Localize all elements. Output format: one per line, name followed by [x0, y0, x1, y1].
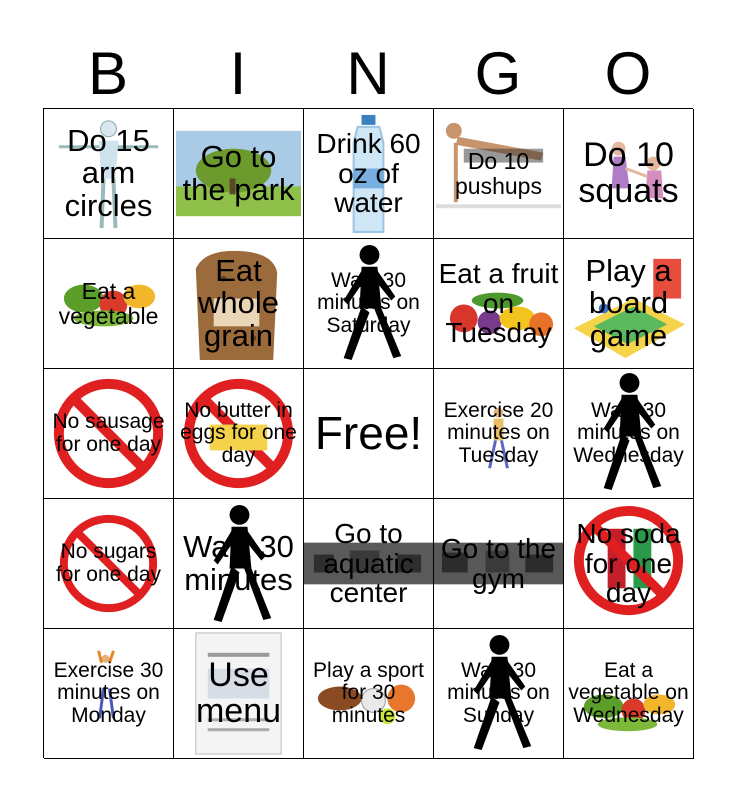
- bingo-cell[interactable]: [304, 629, 434, 759]
- bingo-cell[interactable]: [434, 369, 564, 499]
- cell-label: Do 15 arm circles: [64, 122, 153, 223]
- cell-label: Exercise 30 minutes on Monday: [53, 659, 164, 727]
- cell-label: Walk 30 minutes on Sunday: [447, 659, 550, 727]
- bingo-cell[interactable]: [44, 109, 174, 239]
- header-letter-i: I: [229, 40, 247, 107]
- free-space-label: Free!: [314, 407, 423, 460]
- bingo-cell[interactable]: [564, 629, 694, 759]
- cell-label: No soda for one day: [576, 518, 681, 609]
- cell-label: Eat a fruit on Tuesday: [438, 258, 559, 349]
- cell-label: Drink 60 oz of water: [316, 128, 421, 219]
- bingo-grid: [43, 108, 693, 758]
- bingo-cell[interactable]: [44, 239, 174, 369]
- header-letter-n: N: [346, 40, 390, 107]
- free-space-cell[interactable]: [304, 369, 434, 499]
- cell-label: Go to the gym: [440, 533, 557, 594]
- cell-label: Play a board game: [585, 252, 672, 353]
- bingo-cell[interactable]: [564, 499, 694, 629]
- bingo-cell[interactable]: [44, 369, 174, 499]
- bingo-cell[interactable]: [564, 369, 694, 499]
- cell-label: No sausage for one day: [52, 410, 165, 456]
- bingo-cell[interactable]: [174, 109, 304, 239]
- header-letter-b: B: [87, 40, 129, 107]
- bingo-cell[interactable]: [44, 499, 174, 629]
- bingo-cell[interactable]: [44, 629, 174, 759]
- cell-label: Do 10 squats: [578, 135, 679, 210]
- bingo-cell[interactable]: [174, 499, 304, 629]
- bingo-cell[interactable]: [304, 109, 434, 239]
- cell-label: Walk 30 minutes on Wednesday: [573, 399, 684, 467]
- bingo-cell[interactable]: [434, 239, 564, 369]
- bingo-cell[interactable]: [174, 239, 304, 369]
- cell-label: Use menu: [195, 655, 282, 730]
- cell-label: No butter in eggs for one day: [180, 399, 297, 467]
- cell-label: Walk 30 minutes: [183, 528, 294, 597]
- cell-label: Go to aquatic center: [323, 518, 414, 609]
- bingo-cell[interactable]: [304, 239, 434, 369]
- bingo-cell[interactable]: [174, 369, 304, 499]
- header-letter-g: G: [474, 40, 522, 107]
- bingo-cell[interactable]: [434, 499, 564, 629]
- header-letter-o: O: [604, 40, 652, 107]
- bingo-cell[interactable]: [304, 499, 434, 629]
- cell-label: Eat whole grain: [198, 252, 279, 353]
- cell-label: Eat a vegetable on Wednesday: [568, 659, 689, 727]
- bingo-cell[interactable]: [564, 109, 694, 239]
- bingo-cell[interactable]: [564, 239, 694, 369]
- cell-label: Eat a vegetable: [58, 278, 159, 329]
- bingo-cell[interactable]: [434, 109, 564, 239]
- bingo-cell[interactable]: [174, 629, 304, 759]
- cell-label: No sugars for one day: [55, 540, 162, 586]
- bingo-cell[interactable]: [434, 629, 564, 759]
- bingo-header: [43, 40, 693, 108]
- cell-label: Exercise 20 minutes on Tuesday: [443, 399, 554, 467]
- cell-label: Go to the park: [182, 138, 295, 207]
- cell-label: Do 10 pushups: [455, 148, 542, 199]
- cell-label: Walk 30 minutes on Saturday: [317, 269, 420, 337]
- cell-label: Play a sport for 30 minutes: [313, 659, 424, 727]
